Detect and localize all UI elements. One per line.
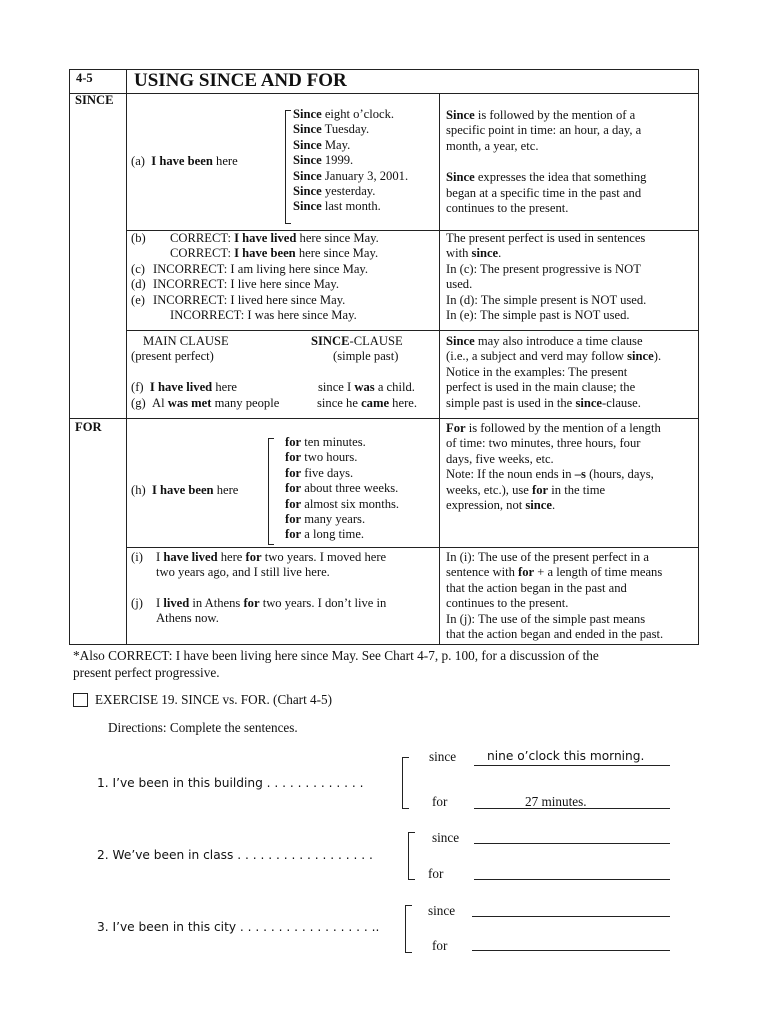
for-answer-blank[interactable] xyxy=(472,950,670,951)
for-options-list xyxy=(285,435,399,543)
since-options-brace xyxy=(285,110,291,224)
since-label: since xyxy=(428,903,456,918)
since-answer-text: nine o’clock this morning. xyxy=(487,749,645,763)
row-b-notes: The present perfect is used in sentences with since. In (c): The present progressive is NOT used. In (d): The simple present is NOT used. In (e): The simple past is NOT used. xyxy=(446,231,647,323)
item-brace xyxy=(402,757,409,809)
chart-border-left xyxy=(69,69,70,645)
row-rule-bf xyxy=(126,330,699,331)
since-label: since xyxy=(432,830,460,845)
row-a-notes: Since is followed by the mention of a specific point in time: an hour, a day, a month, a year, etc. Since expresses the idea that something began at a specific time in the past and continues to the present. xyxy=(446,108,647,216)
for-section-label: FOR xyxy=(75,420,102,434)
examples-i-j: (i) I have lived here for two years. I moved here two years ago, and I still live here. (j) I lived in Athens for two years. I don’t live in Athens now. xyxy=(131,550,387,626)
example-line: (b) CORRECT: I have lived here since May. xyxy=(131,231,379,245)
row-i-notes: In (i): The use of the present perfect in a sentence with for + a length of time means that the action began in the past and continues to the present. In (j): The use of the simple past means that the action began and ended in the past. xyxy=(446,550,664,642)
chart-border-right xyxy=(698,69,699,645)
example-g-main: (g) Al was met many people xyxy=(131,396,280,410)
example-line: (c) INCORRECT: I am living here since May. xyxy=(131,261,369,276)
item-brace xyxy=(408,832,415,880)
since-answer-blank[interactable] xyxy=(472,916,670,917)
for-label: for xyxy=(432,794,448,809)
since-clause-heading: SINCE-CLAUSE xyxy=(311,334,403,348)
for-label: for xyxy=(428,866,444,881)
since-options-list xyxy=(293,107,408,215)
item-sentence: 1. I’ve been in this building . . . . . . . . . . . . . xyxy=(97,776,364,790)
for-label: for xyxy=(432,938,448,953)
for-option: for a long time. xyxy=(285,527,365,542)
exercise-title: EXERCISE 19. SINCE vs. FOR. (Chart 4-5) xyxy=(95,692,333,707)
for-option: for about three weeks. xyxy=(285,481,399,496)
title-row-divider xyxy=(69,93,699,94)
examples-b-e xyxy=(131,231,379,323)
example-f-clause: since I was a child. xyxy=(318,380,415,394)
section-rule-since-for xyxy=(69,418,699,419)
since-option: Since eight o’clock. xyxy=(293,107,395,121)
since-option: Since yesterday. xyxy=(293,184,376,199)
since-clause-subheading: (simple past) xyxy=(333,349,399,363)
for-answer-text: 27 minutes. xyxy=(525,794,587,809)
example-f-main: (f) I have lived here xyxy=(131,380,237,394)
exercise-checkbox[interactable] xyxy=(73,693,88,707)
row-h-notes: For is followed by the mention of a length of time: two minutes, three hours, four days, five weeks, etc. Note: If the noun ends in –s (hours, days, weeks, etc.), use for in the time expression, not since. xyxy=(446,421,661,513)
for-option: for many years. xyxy=(285,512,366,527)
item-brace xyxy=(405,905,412,953)
since-option: Since May. xyxy=(293,137,351,152)
example-line: CORRECT: I have been here since May. xyxy=(170,246,379,261)
main-clause-heading: MAIN CLAUSE xyxy=(143,334,229,348)
example-line: (d) INCORRECT: I live here since May. xyxy=(131,277,340,292)
since-section-label: SINCE xyxy=(75,93,114,107)
chart-border-bottom xyxy=(69,644,699,645)
example-i: (i) I have lived here for two years. I moved here xyxy=(131,550,387,564)
since-answer-blank[interactable] xyxy=(474,765,670,766)
footnote-line-2: present perfect progressive. xyxy=(73,665,220,680)
since-option: Since Tuesday. xyxy=(293,122,370,137)
main-clause-subheading: (present perfect) xyxy=(131,349,214,363)
example-line: INCORRECT: I was here since May. xyxy=(170,308,357,323)
chart-title: USING SINCE AND FOR xyxy=(134,70,347,91)
row-rule-hi xyxy=(126,547,699,548)
item-sentence: 2. We’ve been in class . . . . . . . . . . . . . . . . . . xyxy=(97,848,373,862)
for-options-brace xyxy=(268,438,274,545)
row-f-notes: Since may also introduce a time clause (i.e., a subject and verd may follow since). Notice in the examples: The present perfect is used in the main clause; the simple past is used in the since-clause. xyxy=(446,334,662,410)
since-answer-blank[interactable] xyxy=(474,843,670,844)
notes-column-divider xyxy=(439,93,440,645)
for-option: for five days. xyxy=(285,465,354,480)
example-line: (e) INCORRECT: I lived here since May. xyxy=(131,292,346,307)
label-column-divider xyxy=(126,69,127,645)
exercise-directions: Directions: Complete the sentences. xyxy=(108,720,298,735)
for-option: for two hours. xyxy=(285,450,358,465)
example-g-clause: since he came here. xyxy=(317,396,417,410)
chart-number: 4-5 xyxy=(76,71,93,85)
for-answer-blank[interactable] xyxy=(474,879,670,880)
example-h: (h) I have been here xyxy=(131,483,239,497)
example-a: (a) I have been here xyxy=(131,154,238,168)
since-label: since xyxy=(429,749,457,764)
example-j: (j) I lived in Athens for two years. I don’t live in xyxy=(131,595,387,610)
item-sentence: 3. I’ve been in this city . . . . . . . . . . . . . . . . . .. xyxy=(97,920,380,934)
for-option: for ten minutes. xyxy=(285,435,366,449)
since-option: Since last month. xyxy=(293,199,381,214)
footnote-line-1: *Also CORRECT: I have been living here since May. See Chart 4-7, p. 100, for a discussion of the xyxy=(73,648,599,663)
for-option: for almost six months. xyxy=(285,496,400,511)
since-option: Since 1999. xyxy=(293,153,354,168)
since-option: Since January 3, 2001. xyxy=(293,168,409,183)
